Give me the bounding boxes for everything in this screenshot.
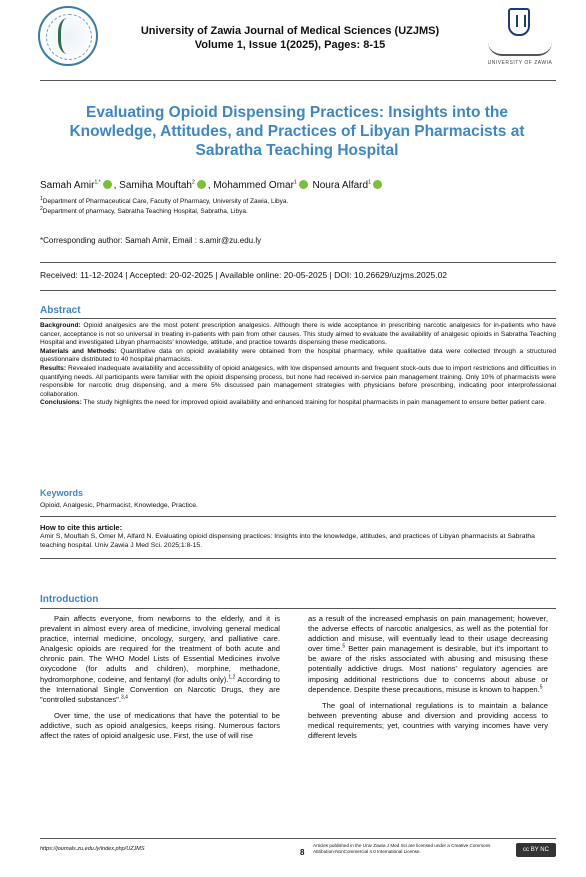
university-label: UNIVERSITY OF ZAWIA <box>487 60 553 66</box>
dates-rule-bottom <box>40 290 556 291</box>
header-rule <box>40 80 556 81</box>
abstract-conclusions: Conclusions: The study highlights the need for improved opioid availability and enhanced training for hospital pharmacists in pain management to ensure better patient care. <box>40 399 547 407</box>
affiliation-1: $^1$Department of Pharmaceutical Care, Faculty of Pharmacy, University of Zawia, Libya. <box>40 195 289 205</box>
intro-left-column <box>40 614 280 747</box>
license-text: Articles published in the Univ Zawia J Med Sci are licensed under a Creative Commons Attribution-NonCommercial 4.0 International License. <box>313 843 491 854</box>
author-1: Samah Amir$^{1,*}$ <box>40 179 101 191</box>
intro-rule <box>40 608 556 609</box>
footer-url[interactable]: https://journals.zu.edu.ly/index.php/UZJMS <box>40 846 145 852</box>
intro-paragraph: The goal of international regulations is to maintain a balance between preventing abuse and diversion and providing access to medical requirements; yet, countries with varying incomes have very different levels <box>308 700 548 741</box>
abstract-heading: Abstract <box>40 305 81 316</box>
author-2: Samiha Mouftah$^2$ <box>119 179 195 191</box>
footer-rule <box>40 838 556 839</box>
introduction-heading: Introduction <box>40 594 99 605</box>
journal-name: University of Zawia Journal of Medical Sciences (UZJMS) <box>140 25 440 37</box>
citation-rule <box>40 558 556 559</box>
university-logo <box>480 8 566 70</box>
intro-paragraph: as a result of the increased emphasis on pain management; however, the adverse effects of narcotic analgesics, as well as the potential for addiction and misuse, will eventually lead to their usage decreasing over time.$^5$ Better pain management is desirable, but it's important to be aware of the risks associated with abusing and misusing these potentially addictive drugs. Most nations' regulatory agencies are imposing additional restrictions due to concerns about abuse or dependence. Despite these precautions, misuse is known to happen.$^5$ <box>308 614 548 694</box>
keywords-list: Opioid, Analgesic, Pharmacist, Knowledge, Practice. <box>40 502 198 509</box>
abstract-results: Results: Revealed inadequate availability and accessibility of opioid analgesics, with low dispensed amounts and frequent stock-outs due to import restrictions and difficulties in quantifying needs. All participants were familiar with the opioid dispensing process, but none had received in-service pain management training. Only 10% of pharmacists were responsible for narcotic drug dispensing, and a mere 5% discussed pain management strategies with physicians before prescribing, indicating poor interprofessional collaboration. <box>40 364 556 398</box>
shield-icon <box>508 8 530 36</box>
dates-rule-top <box>40 262 556 263</box>
abstract-body <box>40 322 556 408</box>
intro-paragraph: Pain affects everyone, from newborns to the elderly, and it is prevalent in almost every area of medicine, involving general medical practice, internal medicine, oncology, surgery, and palliative care. Analgesic opioids are required for the treatment of both acute and chronic pain. The WHO Model Lists of Essential Medicines involve oxycodone (for adults and children), morphine, methadone, hydromorphone, codeine, and fentanyl (for adults only).$^{1,2}$ According to the International Single Convention on Narcotic Drugs, they are "controlled substances".$^{3,4}$ <box>40 614 280 704</box>
orcid-icon[interactable] <box>373 180 382 189</box>
author-list: Samah Amir$^{1,*}$ , Samiha Mouftah$^2$ , Mohammed Omar$^1$ Noura Alfard$^1$ <box>40 180 384 191</box>
abstract-rule <box>40 318 556 319</box>
citation-text: Amir S, Mouftah S, Omer M, Alfard N. Evaluating opioid dispensing practices: Insights into the knowledge, attitudes, and practices of Libyan pharmacists at Sabratha teaching hospital. Univ Zawia J Med Sci. 2025;1:8-15. <box>40 533 535 549</box>
affiliation-2: $^2$Department of pharmacy, Sabratha Teaching Hospital, Sabratha, Libya. <box>40 205 248 215</box>
arabic-calligraphy <box>488 42 552 56</box>
journal-volume: Volume 1, Issue 1(2025), Pages: 8-15 <box>194 39 386 51</box>
author-4: Noura Alfard$^1$ <box>312 179 371 191</box>
article-title: Evaluating Opioid Dispensing Practices: Insights into the Knowledge, Attitudes, and Practices of Libyan Pharmacists at Sabratha Teaching Hospital <box>69 104 525 159</box>
abstract-methods: Materials and Methods: Quantitative data on opioid availability were obtained from the hospital pharmacy, while qualitative data were collected through a structured questionnaire distributed to 40 hospital pharmacists. <box>40 347 557 364</box>
abstract-background: Background: Opioid analgesics are the most potent prescription analgesics. Although there is wide acceptance in prescribing narcotic analgesics for in-patients who have cancer, acceptance is not so universal in treating in-patients with pain from other causes. This study aimed to evaluate the availability of analgesic opioids in Sabratha Teaching Hospital and investigated Libyan pharmacists' knowledge, attitude, and practice towards dispensing these medications. <box>40 322 556 347</box>
intro-right-column <box>308 614 548 747</box>
corresponding-author: *Corresponding author: Samah Amir, Email : s.amir@zu.edu.ly <box>40 236 262 245</box>
article-dates: Received: 11-12-2024 | Accepted: 20-02-2025 | Available online: 20-05-2025 | DOI: 10.26629/uzjms.2025.02 <box>40 270 448 280</box>
keywords-heading: Keywords <box>40 488 84 498</box>
journal-header <box>120 24 460 52</box>
orcid-icon[interactable] <box>299 180 308 189</box>
author-3: Mohammed Omar$^1$ <box>213 179 297 191</box>
page-number: 8 <box>300 848 305 857</box>
intro-paragraph: Over time, the use of medications that have the potential to be addictive, such as opioid analgesics, keeps rising. Numerous factors affect the rates of opioid analgesic use. First, the use of will rise <box>40 710 280 741</box>
cc-license-icon[interactable]: cc BY NC <box>516 843 556 857</box>
keywords-rule <box>40 516 556 517</box>
citation-heading: How to cite this article: <box>40 523 123 532</box>
orcid-icon[interactable] <box>197 180 206 189</box>
orcid-icon[interactable] <box>103 180 112 189</box>
journal-logo <box>38 6 98 66</box>
